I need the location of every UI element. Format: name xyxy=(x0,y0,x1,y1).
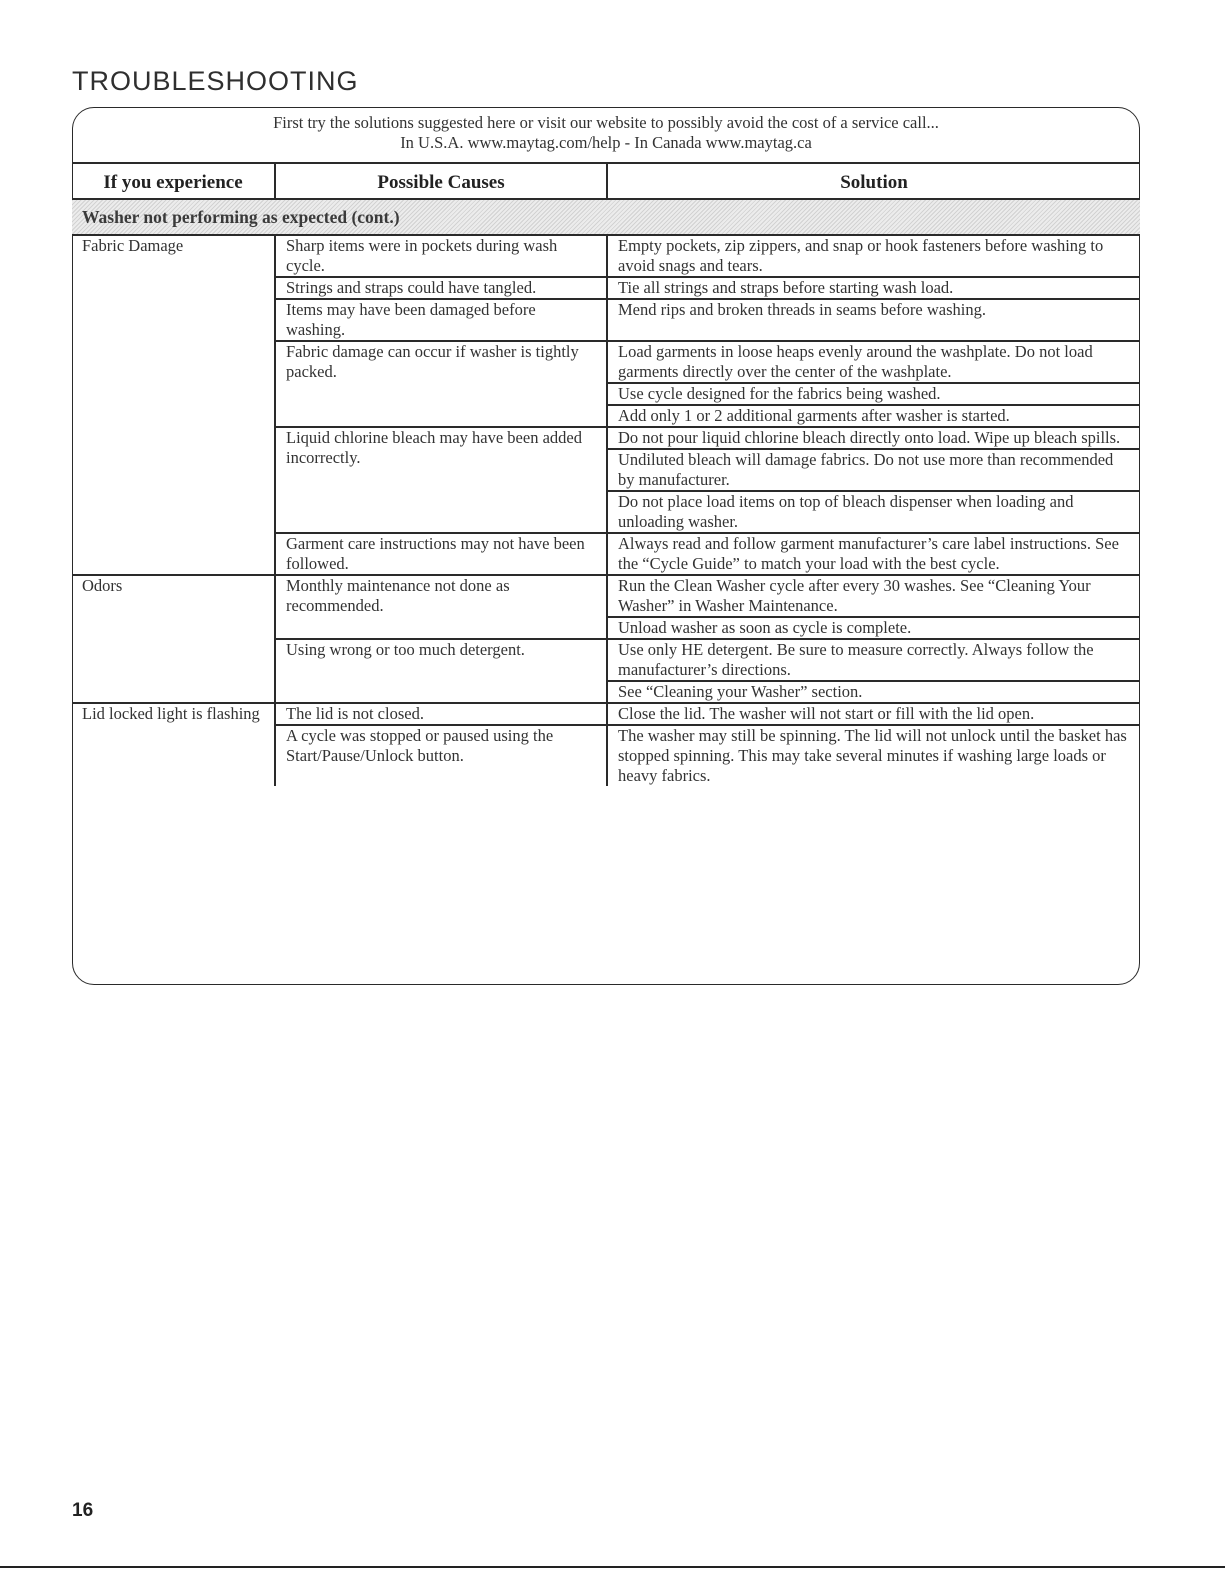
table-row xyxy=(72,575,1140,617)
cause-cell: Monthly maintenance not done as recommended. xyxy=(275,575,607,639)
intro-line-1: First try the solutions suggested here or visit our website to possibly avoid the cost of a service call... xyxy=(273,113,939,132)
header-causes: Possible Causes xyxy=(275,163,607,199)
intro-line-2: In U.S.A. www.maytag.com/help - In Canada www.maytag.ca xyxy=(400,133,812,152)
solution-cell: Load garments in loose heaps evenly around the washplate. Do not load garments directly over the center of the washplate. xyxy=(607,341,1140,383)
solution-cell: Mend rips and broken threads in seams before washing. xyxy=(607,299,1140,341)
experience-cell: Odors xyxy=(72,575,275,703)
cause-cell: Garment care instructions may not have been followed. xyxy=(275,533,607,575)
solution-cell: Undiluted bleach will damage fabrics. Do not use more than recommended by manufacturer. xyxy=(607,449,1140,491)
solution-cell: Run the Clean Washer cycle after every 30 washes. See “Cleaning Your Washer” in Washer Maintenance. xyxy=(607,575,1140,617)
solution-cell: Always read and follow garment manufacturer’s care label instructions. See the “Cycle Guide” to match your load with the best cycle. xyxy=(607,533,1140,575)
page-title: TROUBLESHOOTING xyxy=(72,66,359,96)
solution-cell: Unload washer as soon as cycle is complete. xyxy=(607,617,1140,639)
troubleshooting-table xyxy=(72,162,1140,786)
section-row xyxy=(72,199,1140,235)
solution-cell: Do not place load items on top of bleach dispenser when loading and unloading washer. xyxy=(607,491,1140,533)
solution-cell: Add only 1 or 2 additional garments after washer is started. xyxy=(607,405,1140,427)
solution-cell: Close the lid. The washer will not start or fill with the lid open. xyxy=(607,703,1140,725)
table-row xyxy=(72,235,1140,277)
cause-cell: Fabric damage can occur if washer is tightly packed. xyxy=(275,341,607,427)
solution-cell: See “Cleaning your Washer” section. xyxy=(607,681,1140,703)
table-row xyxy=(72,703,1140,725)
intro-text xyxy=(72,113,1140,153)
cause-cell: Sharp items were in pockets during wash cycle. xyxy=(275,235,607,277)
cause-cell: Liquid chlorine bleach may have been added incorrectly. xyxy=(275,427,607,533)
solution-cell: Use only HE detergent. Be sure to measure correctly. Always follow the manufacturer’s directions. xyxy=(607,639,1140,681)
header-experience: If you experience xyxy=(72,163,275,199)
solution-cell: Tie all strings and straps before starting wash load. xyxy=(607,277,1140,299)
cause-cell: The lid is not closed. xyxy=(275,703,607,725)
cause-cell: Strings and straps could have tangled. xyxy=(275,277,607,299)
section-title: Washer not performing as expected (cont.) xyxy=(72,199,1140,235)
solution-cell: Do not pour liquid chlorine bleach directly onto load. Wipe up bleach spills. xyxy=(607,427,1140,449)
experience-cell: Fabric Damage xyxy=(72,235,275,575)
header-solution: Solution xyxy=(607,163,1140,199)
bottom-rule xyxy=(0,1566,1225,1568)
cause-cell: Using wrong or too much detergent. xyxy=(275,639,607,703)
cause-cell: Items may have been damaged before washing. xyxy=(275,299,607,341)
experience-cell: Lid locked light is flashing xyxy=(72,703,275,786)
cause-cell: A cycle was stopped or paused using the Start/Pause/Unlock button. xyxy=(275,725,607,786)
solution-cell: Empty pockets, zip zippers, and snap or hook fasteners before washing to avoid snags and tears. xyxy=(607,235,1140,277)
solution-cell: Use cycle designed for the fabrics being washed. xyxy=(607,383,1140,405)
page-number: 16 xyxy=(72,1500,94,1521)
table-header-row xyxy=(72,163,1140,199)
solution-cell: The washer may still be spinning. The lid will not unlock until the basket has stopped spinning. This may take several minutes if washing large loads or heavy fabrics. xyxy=(618,726,1127,785)
table-body xyxy=(72,199,1140,786)
